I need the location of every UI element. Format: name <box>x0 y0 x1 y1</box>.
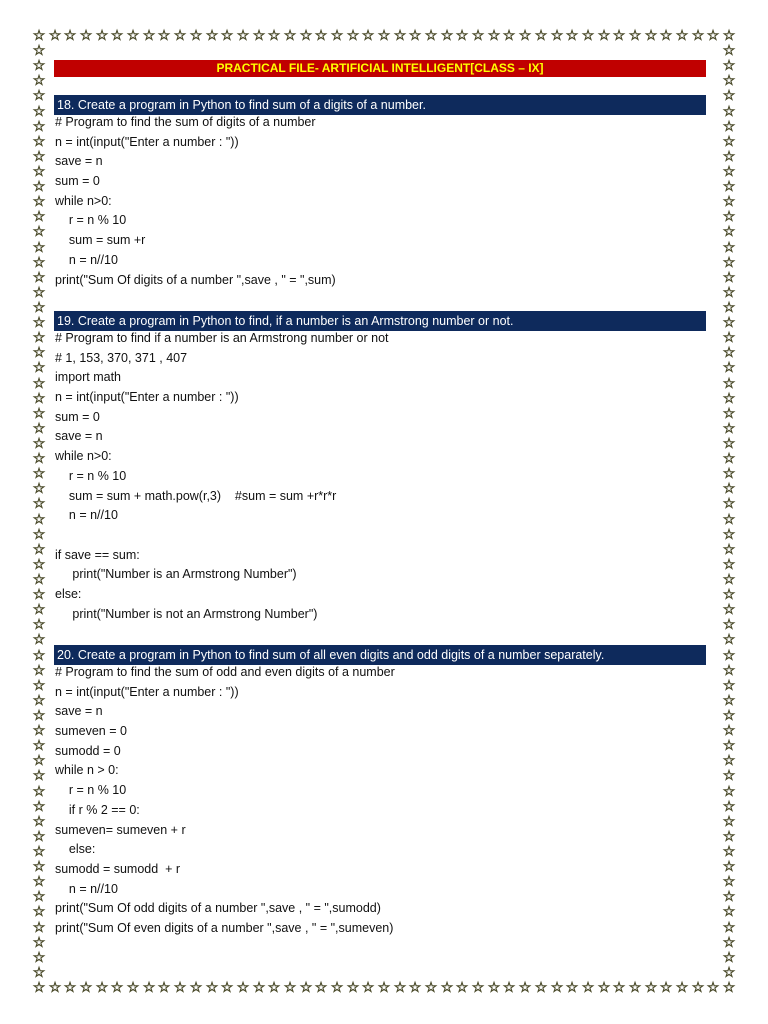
star-icon: ☆ <box>32 512 46 528</box>
star-icon: ☆ <box>32 451 46 467</box>
star-icon: ☆ <box>502 28 516 44</box>
star-icon: ☆ <box>722 481 736 497</box>
star-icon: ☆ <box>32 270 46 286</box>
star-icon: ☆ <box>722 179 736 195</box>
code-line: n = int(input("Enter a number : ")) <box>55 390 239 405</box>
code-line: while n>0: <box>55 193 112 208</box>
star-icon: ☆ <box>32 194 46 210</box>
code-line: sum = 0 <box>55 174 100 189</box>
star-icon: ☆ <box>32 678 46 694</box>
code-line: if r % 2 == 0: <box>55 802 140 817</box>
star-icon: ☆ <box>722 436 736 452</box>
star-icon: ☆ <box>173 980 187 996</box>
star-icon: ☆ <box>722 889 736 905</box>
star-icon: ☆ <box>63 28 77 44</box>
star-icon: ☆ <box>283 980 297 996</box>
star-icon: ☆ <box>722 512 736 528</box>
star-icon: ☆ <box>32 436 46 452</box>
star-icon: ☆ <box>314 28 328 44</box>
code-line: import math <box>55 370 121 385</box>
star-icon: ☆ <box>722 28 736 44</box>
star-icon: ☆ <box>32 587 46 603</box>
star-icon: ☆ <box>32 406 46 422</box>
star-icon: ☆ <box>565 28 579 44</box>
star-icon: ☆ <box>722 360 736 376</box>
star-icon: ☆ <box>361 980 375 996</box>
star-icon: ☆ <box>252 980 266 996</box>
code-block-18 <box>55 113 336 290</box>
star-icon: ☆ <box>722 678 736 694</box>
star-icon: ☆ <box>722 814 736 830</box>
code-block-19 <box>55 329 389 624</box>
question-20-heading: 20. Create a program in Python to find sum of all even digits and odd digits of a number separately. <box>54 645 706 665</box>
star-icon: ☆ <box>142 28 156 44</box>
star-icon: ☆ <box>299 28 313 44</box>
star-icon: ☆ <box>722 632 736 648</box>
code-line: # Program to find if a number is an Armstrong number or not <box>55 331 389 345</box>
star-icon: ☆ <box>32 844 46 860</box>
star-icon: ☆ <box>32 285 46 301</box>
star-icon: ☆ <box>32 149 46 165</box>
star-icon: ☆ <box>95 28 109 44</box>
star-icon: ☆ <box>518 28 532 44</box>
code-line: sumeven= sumeven + r <box>55 822 186 837</box>
star-icon: ☆ <box>32 209 46 225</box>
star-icon: ☆ <box>32 240 46 256</box>
star-icon: ☆ <box>722 980 736 996</box>
star-icon: ☆ <box>722 43 736 59</box>
star-icon: ☆ <box>722 648 736 664</box>
star-icon: ☆ <box>32 73 46 89</box>
star-icon: ☆ <box>32 119 46 135</box>
star-icon: ☆ <box>722 88 736 104</box>
star-icon: ☆ <box>722 723 736 739</box>
star-icon: ☆ <box>173 28 187 44</box>
star-icon: ☆ <box>722 874 736 890</box>
code-line: # Program to find the sum of digits of a number <box>55 115 316 129</box>
code-line: while n > 0: <box>55 763 119 778</box>
code-line <box>55 526 389 546</box>
code-line: r = n % 10 <box>55 213 127 228</box>
star-icon: ☆ <box>330 980 344 996</box>
code-block-20 <box>55 663 395 939</box>
star-icon: ☆ <box>722 224 736 240</box>
star-icon: ☆ <box>675 980 689 996</box>
star-icon: ☆ <box>346 28 360 44</box>
star-icon: ☆ <box>706 980 720 996</box>
star-icon: ☆ <box>722 104 736 120</box>
star-icon: ☆ <box>659 28 673 44</box>
star-icon: ☆ <box>565 980 579 996</box>
code-line: save = n <box>55 154 103 169</box>
star-icon: ☆ <box>32 255 46 271</box>
star-icon: ☆ <box>32 376 46 392</box>
star-icon: ☆ <box>32 224 46 240</box>
code-line: sumodd = 0 <box>55 743 121 758</box>
star-icon: ☆ <box>706 28 720 44</box>
star-icon: ☆ <box>48 980 62 996</box>
star-icon: ☆ <box>361 28 375 44</box>
star-icon: ☆ <box>722 149 736 165</box>
star-icon: ☆ <box>722 376 736 392</box>
star-icon: ☆ <box>32 889 46 905</box>
star-icon: ☆ <box>189 28 203 44</box>
code-line: print("Sum Of digits of a number ",save , " = ",sum) <box>55 272 336 287</box>
star-icon: ☆ <box>32 950 46 966</box>
star-icon: ☆ <box>722 738 736 754</box>
star-icon: ☆ <box>550 980 564 996</box>
star-icon: ☆ <box>644 28 658 44</box>
star-icon: ☆ <box>32 58 46 74</box>
star-icon: ☆ <box>32 542 46 558</box>
star-icon: ☆ <box>157 28 171 44</box>
star-icon: ☆ <box>267 28 281 44</box>
code-line: if save == sum: <box>55 547 140 562</box>
question-19-heading: 19. Create a program in Python to find, if a number is an Armstrong number or not. <box>54 311 706 331</box>
code-line: # 1, 153, 370, 371 , 407 <box>55 350 188 365</box>
star-icon: ☆ <box>32 391 46 407</box>
star-icon: ☆ <box>32 104 46 120</box>
star-icon: ☆ <box>267 980 281 996</box>
star-icon: ☆ <box>581 980 595 996</box>
star-icon: ☆ <box>722 451 736 467</box>
star-icon: ☆ <box>252 28 266 44</box>
star-icon: ☆ <box>32 43 46 59</box>
star-icon: ☆ <box>299 980 313 996</box>
star-icon: ☆ <box>644 980 658 996</box>
code-line: print("Sum Of even digits of a number ",save , " = ",sumeven) <box>55 920 394 935</box>
star-icon: ☆ <box>722 119 736 135</box>
code-line: n = int(input("Enter a number : ")) <box>55 134 239 149</box>
star-icon: ☆ <box>32 496 46 512</box>
code-line: else: <box>55 586 82 601</box>
star-icon: ☆ <box>722 406 736 422</box>
code-line: sum = sum +r <box>55 233 146 248</box>
star-icon: ☆ <box>32 784 46 800</box>
star-icon: ☆ <box>722 194 736 210</box>
star-icon: ☆ <box>722 602 736 618</box>
star-icon: ☆ <box>142 980 156 996</box>
star-icon: ☆ <box>722 255 736 271</box>
star-icon: ☆ <box>722 134 736 150</box>
star-icon: ☆ <box>722 391 736 407</box>
star-icon: ☆ <box>722 859 736 875</box>
star-icon: ☆ <box>393 28 407 44</box>
star-icon: ☆ <box>32 935 46 951</box>
star-icon: ☆ <box>722 557 736 573</box>
star-icon: ☆ <box>377 28 391 44</box>
star-icon: ☆ <box>722 904 736 920</box>
star-icon: ☆ <box>32 829 46 845</box>
star-icon: ☆ <box>440 28 454 44</box>
code-line: n = n//10 <box>55 508 118 523</box>
star-icon: ☆ <box>722 708 736 724</box>
star-icon: ☆ <box>424 28 438 44</box>
star-icon: ☆ <box>502 980 516 996</box>
star-icon: ☆ <box>32 179 46 195</box>
code-line: n = int(input("Enter a number : ")) <box>55 684 239 699</box>
code-line: sum = sum + math.pow(r,3) #sum = sum +r*r*r <box>55 488 337 503</box>
star-icon: ☆ <box>722 572 736 588</box>
star-icon: ☆ <box>32 28 46 44</box>
star-icon: ☆ <box>691 28 705 44</box>
star-icon: ☆ <box>722 935 736 951</box>
code-line: n = n//10 <box>55 881 118 896</box>
star-icon: ☆ <box>205 28 219 44</box>
star-icon: ☆ <box>314 980 328 996</box>
star-icon: ☆ <box>32 617 46 633</box>
star-icon: ☆ <box>487 980 501 996</box>
star-icon: ☆ <box>236 980 250 996</box>
star-icon: ☆ <box>330 28 344 44</box>
star-icon: ☆ <box>722 784 736 800</box>
code-line: save = n <box>55 429 103 444</box>
star-icon: ☆ <box>32 980 46 996</box>
star-icon: ☆ <box>471 28 485 44</box>
star-icon: ☆ <box>32 481 46 497</box>
star-icon: ☆ <box>440 980 454 996</box>
code-line: save = n <box>55 704 103 719</box>
code-line: print("Number is an Armstrong Number") <box>55 567 297 582</box>
code-line: print("Sum Of odd digits of a number ",save , " = ",sumodd) <box>55 901 381 916</box>
star-icon: ☆ <box>597 28 611 44</box>
star-icon: ☆ <box>95 980 109 996</box>
star-icon: ☆ <box>722 315 736 331</box>
star-icon: ☆ <box>32 164 46 180</box>
star-icon: ☆ <box>32 330 46 346</box>
code-line: else: <box>55 842 96 857</box>
star-icon: ☆ <box>722 587 736 603</box>
star-icon: ☆ <box>32 360 46 376</box>
star-icon: ☆ <box>32 708 46 724</box>
star-icon: ☆ <box>346 980 360 996</box>
code-line: sumeven = 0 <box>55 724 127 739</box>
star-icon: ☆ <box>32 920 46 936</box>
star-icon: ☆ <box>377 980 391 996</box>
star-icon: ☆ <box>32 466 46 482</box>
star-icon: ☆ <box>722 920 736 936</box>
star-icon: ☆ <box>32 88 46 104</box>
star-icon: ☆ <box>612 28 626 44</box>
star-icon: ☆ <box>722 799 736 815</box>
star-icon: ☆ <box>722 542 736 558</box>
star-icon: ☆ <box>32 527 46 543</box>
star-icon: ☆ <box>722 164 736 180</box>
star-icon: ☆ <box>157 980 171 996</box>
star-icon: ☆ <box>110 980 124 996</box>
star-icon: ☆ <box>32 753 46 769</box>
star-icon: ☆ <box>32 965 46 981</box>
star-icon: ☆ <box>220 28 234 44</box>
code-line: n = n//10 <box>55 252 118 267</box>
star-icon: ☆ <box>79 980 93 996</box>
star-icon: ☆ <box>518 980 532 996</box>
star-icon: ☆ <box>32 799 46 815</box>
star-icon: ☆ <box>32 814 46 830</box>
star-icon: ☆ <box>722 844 736 860</box>
star-icon: ☆ <box>722 58 736 74</box>
star-icon: ☆ <box>32 602 46 618</box>
star-icon: ☆ <box>722 693 736 709</box>
code-line: sumodd = sumodd + r <box>55 861 181 876</box>
star-icon: ☆ <box>487 28 501 44</box>
star-icon: ☆ <box>722 663 736 679</box>
star-icon: ☆ <box>612 980 626 996</box>
star-icon: ☆ <box>628 980 642 996</box>
star-icon: ☆ <box>189 980 203 996</box>
star-icon: ☆ <box>32 421 46 437</box>
star-icon: ☆ <box>63 980 77 996</box>
star-icon: ☆ <box>424 980 438 996</box>
star-icon: ☆ <box>220 980 234 996</box>
star-icon: ☆ <box>722 345 736 361</box>
star-icon: ☆ <box>722 768 736 784</box>
star-icon: ☆ <box>205 980 219 996</box>
star-icon: ☆ <box>534 28 548 44</box>
question-18-heading: 18. Create a program in Python to find sum of a digits of a number. <box>54 95 706 115</box>
star-icon: ☆ <box>236 28 250 44</box>
star-icon: ☆ <box>32 315 46 331</box>
star-icon: ☆ <box>722 466 736 482</box>
star-icon: ☆ <box>550 28 564 44</box>
star-icon: ☆ <box>32 859 46 875</box>
star-icon: ☆ <box>283 28 297 44</box>
star-icon: ☆ <box>126 28 140 44</box>
page-title: PRACTICAL FILE- ARTIFICIAL INTELLIGENT[CLASS – IX] <box>54 60 706 77</box>
star-icon: ☆ <box>32 345 46 361</box>
star-icon: ☆ <box>722 527 736 543</box>
code-line: r = n % 10 <box>55 468 127 483</box>
star-icon: ☆ <box>722 73 736 89</box>
star-icon: ☆ <box>32 572 46 588</box>
star-icon: ☆ <box>534 980 548 996</box>
star-icon: ☆ <box>722 300 736 316</box>
star-icon: ☆ <box>675 28 689 44</box>
code-line: sum = 0 <box>55 409 100 424</box>
star-icon: ☆ <box>722 753 736 769</box>
star-icon: ☆ <box>32 557 46 573</box>
star-icon: ☆ <box>32 768 46 784</box>
star-icon: ☆ <box>722 240 736 256</box>
star-icon: ☆ <box>408 28 422 44</box>
star-icon: ☆ <box>722 421 736 437</box>
star-icon: ☆ <box>722 330 736 346</box>
star-icon: ☆ <box>32 693 46 709</box>
star-icon: ☆ <box>455 28 469 44</box>
star-icon: ☆ <box>722 270 736 286</box>
star-icon: ☆ <box>32 874 46 890</box>
star-icon: ☆ <box>691 980 705 996</box>
star-icon: ☆ <box>628 28 642 44</box>
star-icon: ☆ <box>32 904 46 920</box>
star-icon: ☆ <box>471 980 485 996</box>
star-icon: ☆ <box>32 663 46 679</box>
star-icon: ☆ <box>722 209 736 225</box>
star-icon: ☆ <box>32 738 46 754</box>
star-icon: ☆ <box>79 28 93 44</box>
code-line: # Program to find the sum of odd and even digits of a number <box>55 665 395 679</box>
star-icon: ☆ <box>722 965 736 981</box>
star-icon: ☆ <box>722 617 736 633</box>
star-icon: ☆ <box>722 496 736 512</box>
code-line: while n>0: <box>55 449 112 464</box>
star-icon: ☆ <box>126 980 140 996</box>
star-icon: ☆ <box>455 980 469 996</box>
star-icon: ☆ <box>597 980 611 996</box>
star-icon: ☆ <box>32 632 46 648</box>
star-icon: ☆ <box>722 950 736 966</box>
star-icon: ☆ <box>48 28 62 44</box>
code-line: r = n % 10 <box>55 783 127 798</box>
star-icon: ☆ <box>110 28 124 44</box>
star-icon: ☆ <box>32 300 46 316</box>
star-icon: ☆ <box>659 980 673 996</box>
star-icon: ☆ <box>581 28 595 44</box>
star-icon: ☆ <box>722 829 736 845</box>
star-icon: ☆ <box>393 980 407 996</box>
star-icon: ☆ <box>32 134 46 150</box>
star-icon: ☆ <box>32 648 46 664</box>
star-icon: ☆ <box>722 285 736 301</box>
star-icon: ☆ <box>408 980 422 996</box>
star-icon: ☆ <box>32 723 46 739</box>
code-line: print("Number is not an Armstrong Number") <box>55 606 318 621</box>
